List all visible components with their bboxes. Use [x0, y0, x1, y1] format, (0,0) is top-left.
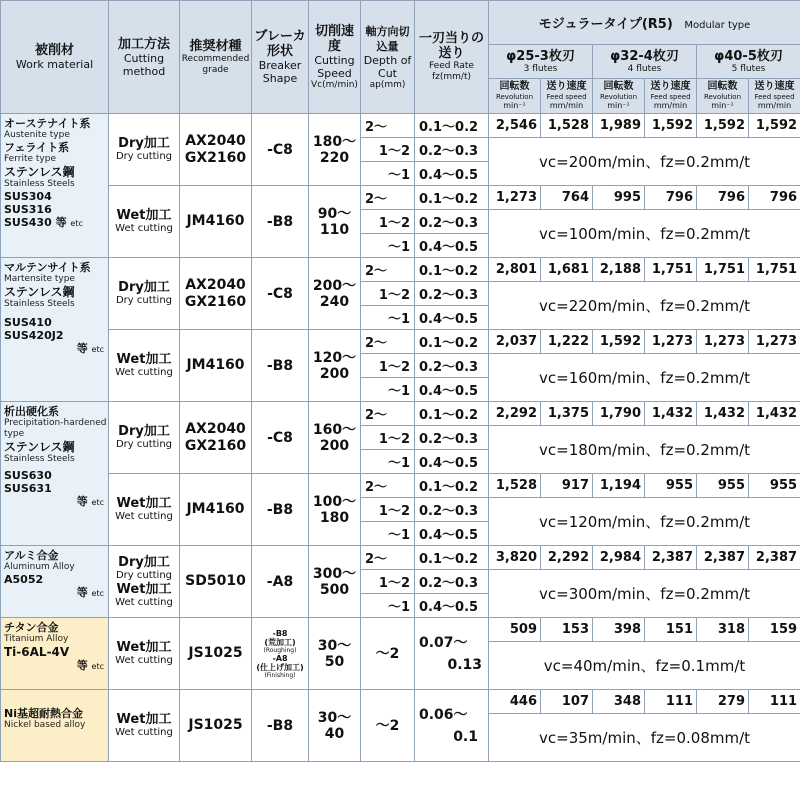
- breaker-cell: -C8: [252, 402, 309, 474]
- value-cell: 3,820: [489, 546, 541, 570]
- depth-cell: 1〜2: [361, 138, 415, 162]
- header-depth-of-cut: 軸方向切込量 Depth of Cut ap(mm): [361, 1, 415, 114]
- feed-cell: 0.2〜0.3: [415, 354, 489, 378]
- depth-cell: 〜1: [361, 378, 415, 402]
- formula-cell: vc=180m/min、fz=0.2mm/t: [489, 426, 800, 474]
- method-wet: Wet加工 Wet cutting: [109, 186, 180, 258]
- value-cell: 1,751: [645, 258, 697, 282]
- value-cell: 796: [645, 186, 697, 210]
- value-cell: 955: [749, 474, 800, 498]
- value-cell: 111: [645, 690, 697, 714]
- value-cell: 1,222: [541, 330, 593, 354]
- value-cell: 1,592: [645, 114, 697, 138]
- feed-cell: 0.4〜0.5: [415, 522, 489, 546]
- feed-cell: 0.4〜0.5: [415, 378, 489, 402]
- speed-cell: 300〜 500: [309, 546, 361, 618]
- value-cell: 1,528: [541, 114, 593, 138]
- depth-cell: 〜2: [361, 618, 415, 690]
- value-cell: 2,387: [645, 546, 697, 570]
- feed-cell: 0.2〜0.3: [415, 570, 489, 594]
- header-feed-speed: 送り速度 Feed speed mm/min: [645, 79, 697, 114]
- value-cell: 2,188: [593, 258, 645, 282]
- header-cutting-method: 加工方法 Cutting method: [109, 1, 180, 114]
- value-cell: 764: [541, 186, 593, 210]
- grade-cell: JS1025: [180, 690, 252, 762]
- material-precipitation: 析出硬化系 Precipitation-hardened type ステンレス鋼 Stainless Steels SUS630 SUS631 等 etc: [1, 402, 109, 546]
- value-cell: 1,790: [593, 402, 645, 426]
- header-modular-type: モジュラータイプ(R5) Modular type: [489, 1, 800, 45]
- grade-cell: AX2040 GX2160: [180, 402, 252, 474]
- depth-cell: 2〜: [361, 474, 415, 498]
- method-dry: Dry加工 Dry cutting: [109, 114, 180, 186]
- feed-cell: 0.1〜0.2: [415, 546, 489, 570]
- depth-cell: 1〜2: [361, 570, 415, 594]
- breaker-cell: -A8: [252, 546, 309, 618]
- feed-cell: 0.1〜0.2: [415, 186, 489, 210]
- value-cell: 446: [489, 690, 541, 714]
- depth-cell: 2〜: [361, 330, 415, 354]
- value-cell: 1,751: [697, 258, 749, 282]
- breaker-cell: -C8: [252, 114, 309, 186]
- value-cell: 151: [645, 618, 697, 642]
- depth-cell: 1〜2: [361, 282, 415, 306]
- depth-cell: 〜1: [361, 234, 415, 258]
- value-cell: 1,432: [697, 402, 749, 426]
- grade-cell: SD5010: [180, 546, 252, 618]
- value-cell: 2,546: [489, 114, 541, 138]
- depth-cell: 1〜2: [361, 354, 415, 378]
- value-cell: 955: [697, 474, 749, 498]
- value-cell: 1,592: [749, 114, 800, 138]
- feed-cell: 0.1〜0.2: [415, 402, 489, 426]
- depth-cell: 〜2: [361, 690, 415, 762]
- grade-cell: AX2040 GX2160: [180, 258, 252, 330]
- method-wet: Wet加工 Wet cutting: [109, 330, 180, 402]
- feed-cell: 0.2〜0.3: [415, 138, 489, 162]
- header-size-32: φ32-4枚刃 4 flutes: [593, 45, 697, 79]
- speed-cell: 30〜 40: [309, 690, 361, 762]
- feed-cell: 0.4〜0.5: [415, 594, 489, 618]
- formula-cell: vc=120m/min、fz=0.2mm/t: [489, 498, 800, 546]
- feed-cell: 0.4〜0.5: [415, 234, 489, 258]
- value-cell: 153: [541, 618, 593, 642]
- feed-cell: 0.4〜0.5: [415, 162, 489, 186]
- header-work-material: 被削材 Work material: [1, 1, 109, 114]
- header-feed-rate: 一刃当りの送り Feed Rate fz(mm/t): [415, 1, 489, 114]
- feed-cell: 0.06〜 0.1: [415, 690, 489, 762]
- feed-cell: 0.07〜 0.13: [415, 618, 489, 690]
- speed-cell: 30〜 50: [309, 618, 361, 690]
- material-titanium: チタン合金 Titanium Alloy Ti-6AL-4V 等 etc: [1, 618, 109, 690]
- value-cell: 279: [697, 690, 749, 714]
- value-cell: 111: [749, 690, 800, 714]
- feed-cell: 0.2〜0.3: [415, 426, 489, 450]
- depth-cell: 2〜: [361, 546, 415, 570]
- feed-cell: 0.1〜0.2: [415, 258, 489, 282]
- method-wet: Wet加工 Wet cutting: [109, 690, 180, 762]
- header-breaker-shape: ブレーカ形状 Breaker Shape: [252, 1, 309, 114]
- formula-cell: vc=300m/min、fz=0.2mm/t: [489, 570, 800, 618]
- speed-cell: 100〜 180: [309, 474, 361, 546]
- depth-cell: 〜1: [361, 594, 415, 618]
- depth-cell: 1〜2: [361, 426, 415, 450]
- formula-cell: vc=35m/min、fz=0.08mm/t: [489, 714, 800, 762]
- value-cell: 917: [541, 474, 593, 498]
- depth-cell: 2〜: [361, 258, 415, 282]
- value-cell: 318: [697, 618, 749, 642]
- header-feed-speed: 送り速度 Feed speed mm/min: [541, 79, 593, 114]
- value-cell: 348: [593, 690, 645, 714]
- value-cell: 2,292: [489, 402, 541, 426]
- grade-cell: JM4160: [180, 330, 252, 402]
- value-cell: 2,387: [749, 546, 800, 570]
- header-revolution: 回転数 Revolution min⁻¹: [697, 79, 749, 114]
- material-nickel: Ni基超耐熱合金 Nickel based alloy: [1, 690, 109, 762]
- value-cell: 1,273: [489, 186, 541, 210]
- breaker-cell: -B8: [252, 690, 309, 762]
- speed-cell: 200〜 240: [309, 258, 361, 330]
- depth-cell: 2〜: [361, 402, 415, 426]
- value-cell: 2,387: [697, 546, 749, 570]
- depth-cell: 〜1: [361, 306, 415, 330]
- value-cell: 1,432: [645, 402, 697, 426]
- feed-cell: 0.2〜0.3: [415, 282, 489, 306]
- value-cell: 995: [593, 186, 645, 210]
- material-austenite: オーステナイト系 Austenite type フェライト系 Ferrite type ステンレス鋼 Stainless Steels SUS304 SUS316 SUS430 等 etc: [1, 114, 109, 258]
- breaker-cell: -C8: [252, 258, 309, 330]
- formula-cell: vc=100m/min、fz=0.2mm/t: [489, 210, 800, 258]
- value-cell: 1,432: [749, 402, 800, 426]
- value-cell: 2,037: [489, 330, 541, 354]
- breaker-cell: -B8: [252, 330, 309, 402]
- formula-cell: vc=220m/min、fz=0.2mm/t: [489, 282, 800, 330]
- value-cell: 1,194: [593, 474, 645, 498]
- header-cutting-speed: 切削速度 Cutting Speed Vc(m/min): [309, 1, 361, 114]
- depth-cell: 2〜: [361, 114, 415, 138]
- value-cell: 2,292: [541, 546, 593, 570]
- grade-cell: JS1025: [180, 618, 252, 690]
- value-cell: 1,592: [697, 114, 749, 138]
- grade-cell: AX2040 GX2160: [180, 114, 252, 186]
- header-revolution: 回転数 Revolution min⁻¹: [489, 79, 541, 114]
- value-cell: 796: [697, 186, 749, 210]
- header-size-25: φ25-3枚刃 3 flutes: [489, 45, 593, 79]
- header-revolution: 回転数 Revolution min⁻¹: [593, 79, 645, 114]
- value-cell: 1,592: [593, 330, 645, 354]
- value-cell: 159: [749, 618, 800, 642]
- material-aluminum: アルミ合金 Aluminum Alloy A5052 等 etc: [1, 546, 109, 618]
- value-cell: 796: [749, 186, 800, 210]
- header-feed-speed: 送り速度 Feed speed mm/min: [749, 79, 800, 114]
- value-cell: 1,273: [645, 330, 697, 354]
- value-cell: 2,984: [593, 546, 645, 570]
- breaker-cell: -B8: [252, 186, 309, 258]
- value-cell: 1,375: [541, 402, 593, 426]
- breaker-cell: -B8: [252, 474, 309, 546]
- feed-cell: 0.1〜0.2: [415, 330, 489, 354]
- formula-cell: vc=200m/min、fz=0.2mm/t: [489, 138, 800, 186]
- grade-cell: JM4160: [180, 474, 252, 546]
- formula-cell: vc=160m/min、fz=0.2mm/t: [489, 354, 800, 402]
- depth-cell: 〜1: [361, 450, 415, 474]
- method-dry: Dry加工 Dry cutting: [109, 258, 180, 330]
- speed-cell: 90〜 110: [309, 186, 361, 258]
- value-cell: 1,273: [749, 330, 800, 354]
- method-wet: Wet加工 Wet cutting: [109, 474, 180, 546]
- feed-cell: 0.2〜0.3: [415, 498, 489, 522]
- breaker-cell: -B8 (荒加工) (Roughing) -A8 (仕上げ加工) (Finishing): [252, 618, 309, 690]
- value-cell: 1,751: [749, 258, 800, 282]
- method-dry-wet: Dry加工 Dry cutting Wet加工 Wet cutting: [109, 546, 180, 618]
- value-cell: 1,273: [697, 330, 749, 354]
- feed-cell: 0.4〜0.5: [415, 450, 489, 474]
- feed-cell: 0.1〜0.2: [415, 114, 489, 138]
- value-cell: 1,528: [489, 474, 541, 498]
- value-cell: 2,801: [489, 258, 541, 282]
- value-cell: 955: [645, 474, 697, 498]
- depth-cell: 〜1: [361, 522, 415, 546]
- value-cell: 509: [489, 618, 541, 642]
- method-wet: Wet加工 Wet cutting: [109, 618, 180, 690]
- header-size-40: φ40-5枚刃 5 flutes: [697, 45, 800, 79]
- formula-cell: vc=40m/min、fz=0.1mm/t: [489, 642, 800, 690]
- method-dry: Dry加工 Dry cutting: [109, 402, 180, 474]
- depth-cell: 1〜2: [361, 210, 415, 234]
- value-cell: 398: [593, 618, 645, 642]
- speed-cell: 180〜 220: [309, 114, 361, 186]
- depth-cell: 〜1: [361, 162, 415, 186]
- depth-cell: 2〜: [361, 186, 415, 210]
- speed-cell: 120〜 200: [309, 330, 361, 402]
- feed-cell: 0.2〜0.3: [415, 210, 489, 234]
- header-recommended-grade: 推奨材種 Recommended grade: [180, 1, 252, 114]
- speed-cell: 160〜 200: [309, 402, 361, 474]
- grade-cell: JM4160: [180, 186, 252, 258]
- material-martensite: マルテンサイト系 Martensite type ステンレス鋼 Stainless Steels SUS410 SUS420J2 等 etc: [1, 258, 109, 402]
- depth-cell: 1〜2: [361, 498, 415, 522]
- value-cell: 107: [541, 690, 593, 714]
- value-cell: 1,989: [593, 114, 645, 138]
- feed-cell: 0.1〜0.2: [415, 474, 489, 498]
- feed-cell: 0.4〜0.5: [415, 306, 489, 330]
- value-cell: 1,681: [541, 258, 593, 282]
